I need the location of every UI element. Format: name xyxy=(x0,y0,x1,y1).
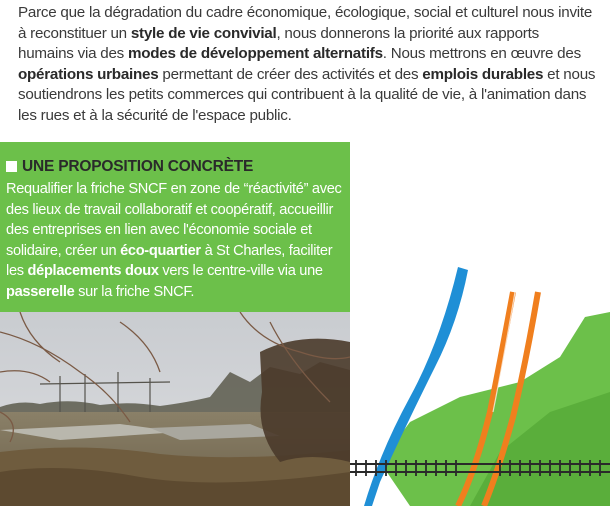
proposal-bold: passerelle xyxy=(6,283,75,300)
intro-text: Parce que la dégradation du cadre économique, écologique, social et culturel nous invite à reconstituer un xyxy=(18,4,593,42)
intro-text: permettant de créer des activités et des xyxy=(158,65,423,83)
intro-paragraph xyxy=(18,3,598,126)
intro-text: , nous donnerons la priorité aux rapports humains via des xyxy=(18,24,539,62)
proposal-box xyxy=(0,142,350,312)
proposal-bold: déplacements doux xyxy=(27,263,159,279)
intro-bold: style de vie convivial xyxy=(130,24,277,42)
proposal-text-part: Requalifier la friche SNCF en zone de “réactivité” avec des lieux de travail collaboratif et coopératif, accueillir des entreprises en lien avec l'économie sociale et solidaire, créer un xyxy=(6,181,342,259)
friche-sncf-photo xyxy=(0,312,350,506)
proposal-text-part: à St Charles, faciliter les xyxy=(6,242,333,279)
intro-bold: modes de développement alternatifs xyxy=(127,45,383,62)
proposal-bold: éco-quartier xyxy=(120,242,201,259)
square-bullet-icon xyxy=(6,161,17,172)
proposal-text xyxy=(6,179,346,302)
photo-image xyxy=(0,312,350,506)
intro-text: . Nous mettrons en œuvre des xyxy=(382,45,581,62)
proposal-text-part: vers le centre-ville via une xyxy=(158,263,323,279)
proposal-heading xyxy=(6,158,253,176)
proposal-title: UNE PROPOSITION CONCRÈTE xyxy=(22,158,254,175)
intro-bold: emplois durables xyxy=(422,65,544,83)
proposal-text-part: sur la friche SNCF. xyxy=(74,283,195,300)
intro-bold: opérations urbaines xyxy=(18,65,159,83)
illustration-svg xyxy=(350,142,610,506)
intro-text: et nous soutiendrons les petits commerces qui contribuent à la qualité de vie, à l'animation dans les rues et à la sécurité de l'espace public. xyxy=(18,65,596,124)
map-illustration xyxy=(350,142,610,506)
